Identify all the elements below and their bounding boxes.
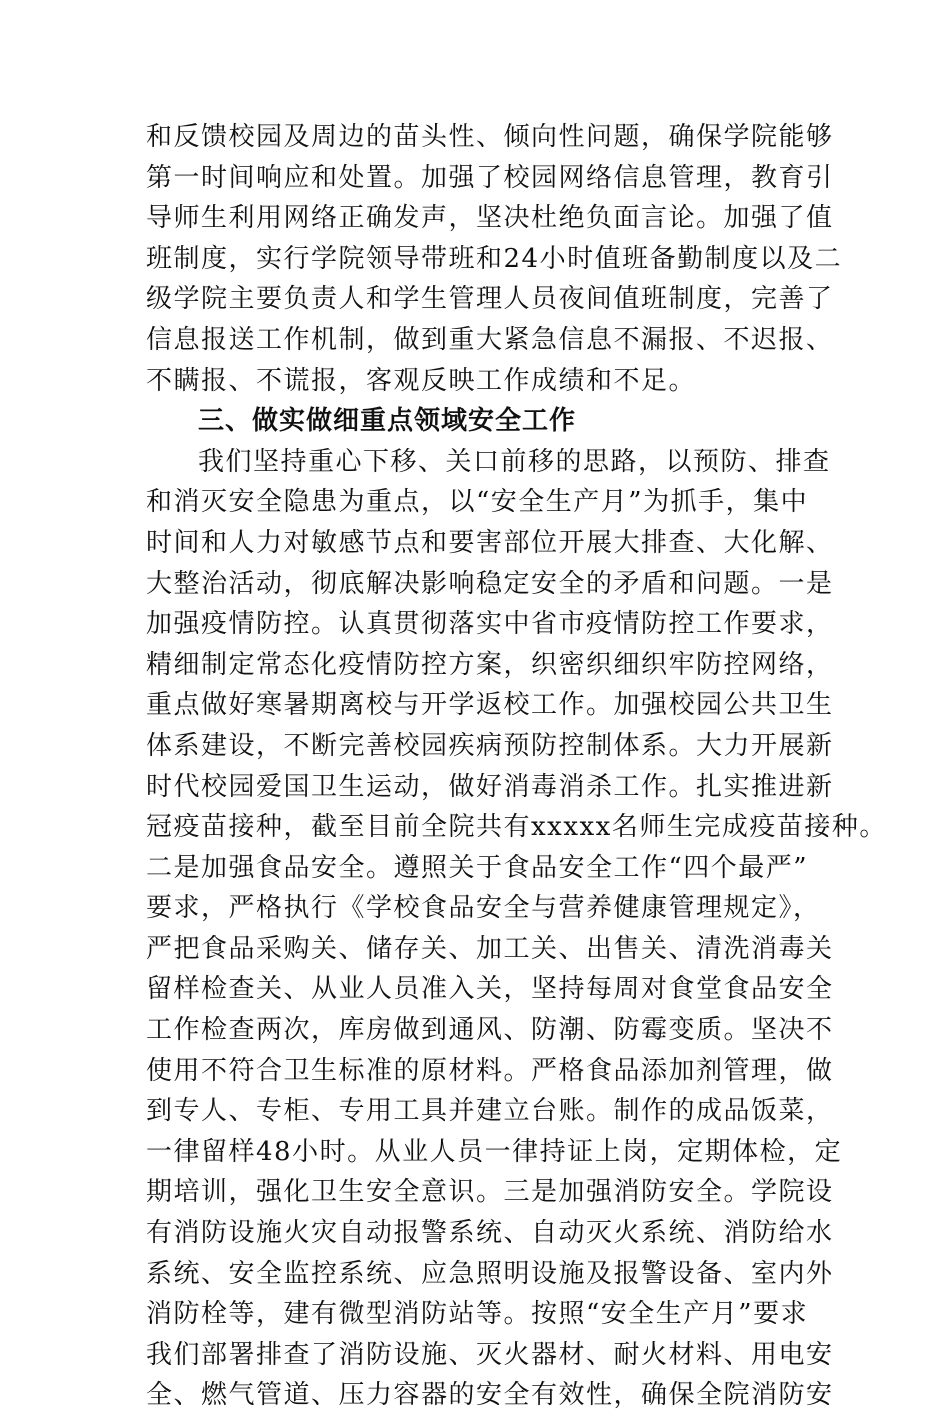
body-text-line: 有消防设施火灾自动报警系统、自动灭火系统、消防给水 (146, 1218, 834, 1249)
body-text-line: 使用不符合卫生标准的原材料。严格食品添加剂管理，做 (146, 1055, 834, 1086)
body-text-line: 和反馈校园及周边的苗头性、倾向性问题，确保学院能够 (146, 122, 834, 152)
body-text-line: 信息报送工作机制，做到重大紧急信息不漏报、不迟报、 (146, 324, 834, 355)
body-text-line: 导师生利用网络正确发声，坚决杜绝负面言论。加强了值 (146, 203, 834, 234)
body-text-line: 系统、安全监控系统、应急照明设施及报警设备、室内外 (146, 1258, 834, 1289)
body-text-line: 体系建设，不断完善校园疾病预防控制体系。大力开展新 (146, 730, 834, 761)
body-text-line: 留样检查关、从业人员准入关，坚持每周对食堂食品安全 (146, 974, 834, 1005)
body-text-line: 不瞒报、不谎报，客观反映工作成绩和不足。 (146, 365, 697, 396)
body-text-line: 一律留样48小时。从业人员一律持证上岗，定期体检，定 (146, 1136, 843, 1167)
body-text-line: 加强疫情防控。认真贯彻落实中省市疫情防控工作要求， (146, 609, 834, 640)
body-text-line: 冠疫苗接种，截至目前全院共有xxxxx名师生完成疫苗接种。 (146, 812, 887, 843)
body-text-line: 第一时间响应和处置。加强了校园网络信息管理，教育引 (146, 162, 834, 193)
body-text-line: 班制度，实行学院领导带班和24小时值班备勤制度以及二 (146, 243, 843, 274)
body-text-line: 重点做好寒暑期离校与开学返校工作。加强校园公共卫生 (146, 690, 834, 721)
body-text-line: 消防栓等，建有微型消防站等。按照“安全生产月”要求 (146, 1299, 809, 1330)
body-text-line: 时间和人力对敏感节点和要害部位开展大排查、大化解、 (146, 527, 834, 558)
body-text-line: 精细制定常态化疫情防控方案，织密织细织牢防控网络， (146, 649, 834, 680)
body-text-line: 到专人、专柜、专用工具并建立台账。制作的成品饭菜， (146, 1096, 834, 1127)
body-text-line: 工作检查两次，库房做到通风、防潮、防霉变质。坚决不 (146, 1015, 834, 1046)
body-text-line: 要求，严格执行《学校食品安全与营养健康管理规定》， (146, 893, 821, 924)
body-text-line: 二是加强食品安全。遵照关于食品安全工作“四个最严” (146, 852, 809, 883)
body-text-line: 级学院主要负责人和学生管理人员夜间值班制度，完善了 (146, 284, 834, 315)
body-text-line: 我们坚持重心下移、关口前移的思路，以预防、排查 (198, 446, 831, 477)
section-heading: 三、做实做细重点领域安全工作 (198, 406, 577, 437)
body-text-line: 时代校园爱国卫生运动，做好消毒消杀工作。扎实推进新 (146, 771, 834, 802)
body-text-line: 严把食品采购关、储存关、加工关、出售关、清洗消毒关 (146, 933, 834, 964)
body-text-line: 期培训，强化卫生安全意识。三是加强消防安全。学院设 (146, 1177, 834, 1208)
body-text-line: 和消灭安全隐患为重点，以“安全生产月”为抓手，集中 (146, 487, 809, 518)
body-text-line: 我们部署排查了消防设施、灭火器材、耐火材料、用电安 (146, 1339, 834, 1370)
body-text-line: 大整治活动，彻底解决影响稳定安全的矛盾和问题。一是 (146, 568, 834, 599)
body-text-line: 全、燃气管道、压力容器的安全有效性，确保全院消防安 (146, 1380, 834, 1411)
document-page (146, 117, 887, 1416)
